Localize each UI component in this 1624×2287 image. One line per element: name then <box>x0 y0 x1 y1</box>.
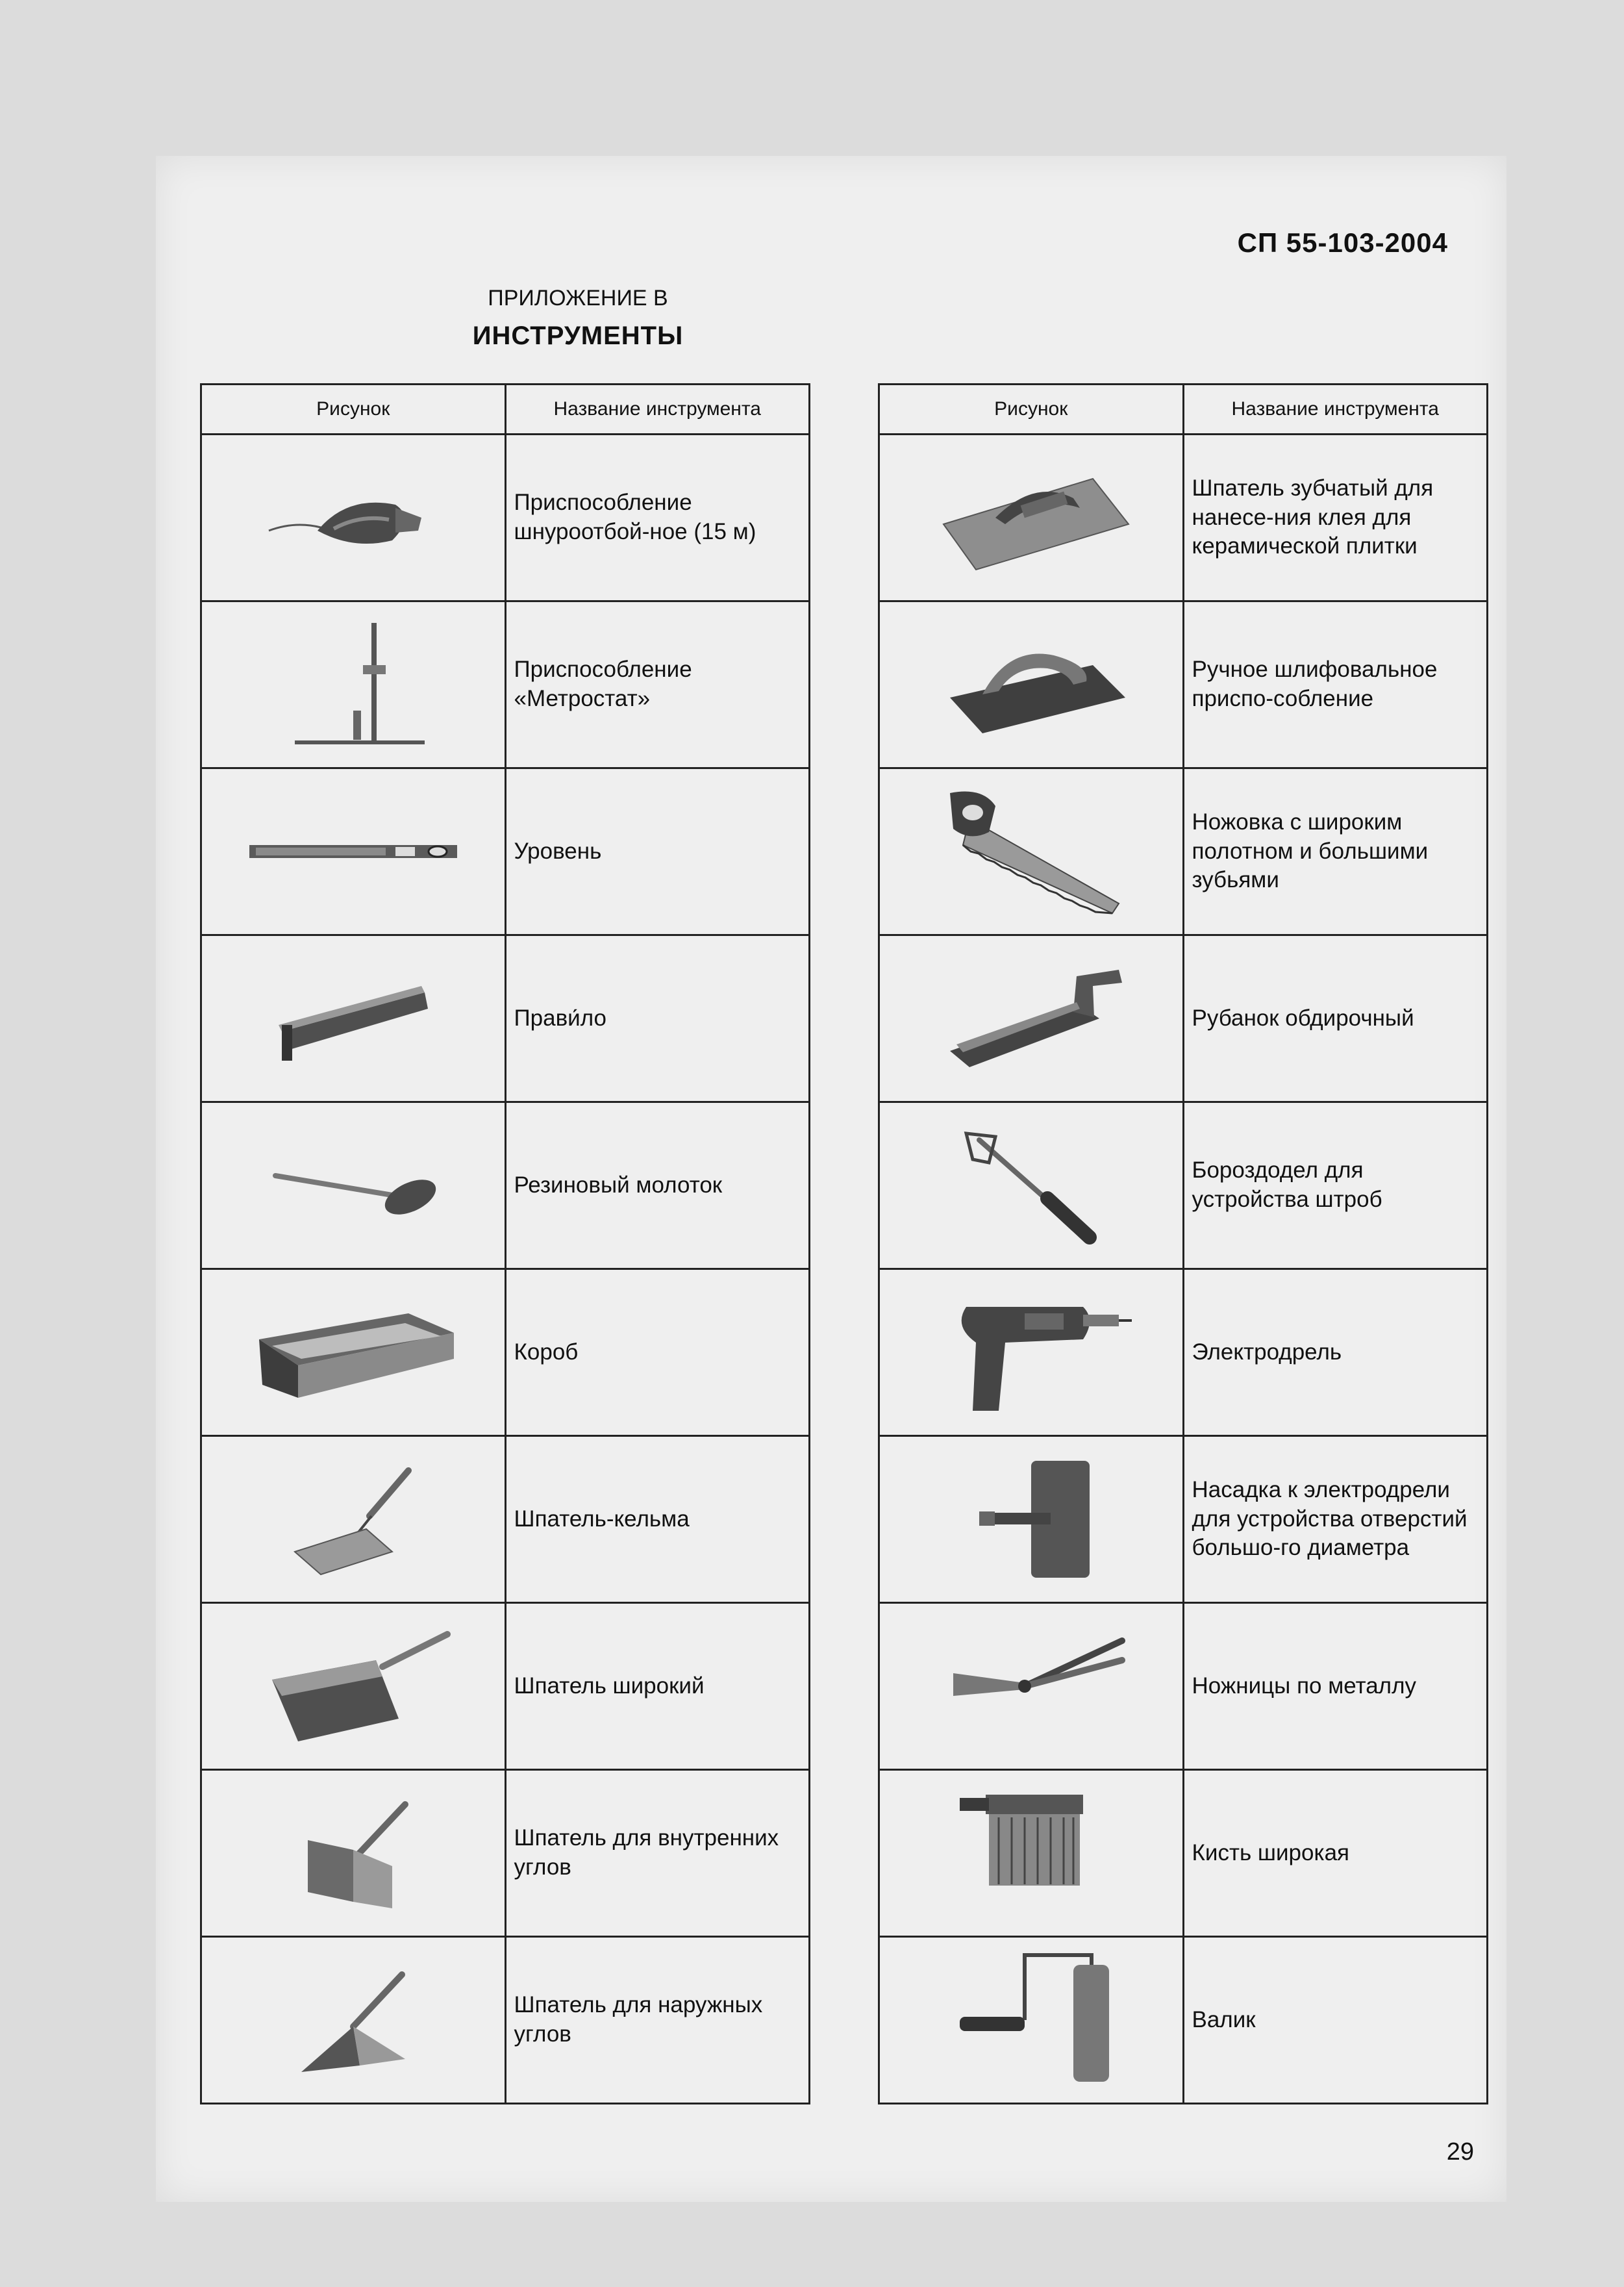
appendix-label: ПРИЛОЖЕНИЕ В <box>488 286 668 310</box>
table-row <box>201 1937 810 2104</box>
groove-cutter-icon <box>934 1114 1129 1257</box>
table-row <box>201 601 810 768</box>
table-row <box>201 1603 810 1770</box>
tool-name: Короб <box>505 1269 810 1436</box>
tools-table-left <box>200 383 810 2104</box>
handsaw-icon <box>924 780 1138 923</box>
chalk-line-icon <box>256 469 451 566</box>
rasp-plane-icon <box>924 954 1138 1083</box>
tool-name: Бороздодел для устройства штроб <box>1183 1102 1488 1269</box>
tool-name: Ножовка с широким полотном и большими зубьями <box>1183 768 1488 935</box>
table-header-row <box>879 385 1488 435</box>
rubber-mallet-icon <box>256 1146 451 1224</box>
metrostat-icon <box>256 613 451 756</box>
page-number: 29 <box>1446 2138 1474 2166</box>
tool-name: Прави́ло <box>505 935 810 1102</box>
table-row <box>201 435 810 601</box>
table-row <box>879 768 1488 935</box>
tool-name: Шпатель-кельма <box>505 1436 810 1603</box>
tool-name: Шпатель широкий <box>505 1603 810 1770</box>
table-row <box>879 1436 1488 1603</box>
tool-name: Ручное шлифовальное приспо-собление <box>1183 601 1488 768</box>
column-header-name: Название инструмента <box>505 385 810 435</box>
table-header-row <box>201 385 810 435</box>
metal-shears-icon <box>927 1621 1135 1751</box>
table-row <box>879 1603 1488 1770</box>
table-row <box>879 1269 1488 1436</box>
tool-name: Резиновый молоток <box>505 1102 810 1269</box>
tool-name: Шпатель зубчатый для нанесе-ния клея для керамической плитки <box>1183 435 1488 601</box>
table-row <box>201 1770 810 1937</box>
table-row <box>879 935 1488 1102</box>
tool-name: Ножницы по металлу <box>1183 1603 1488 1770</box>
column-header-name: Название инструмента <box>1183 385 1488 435</box>
tool-name: Приспособление шнуроотбой-ное (15 м) <box>505 435 810 601</box>
tool-name: Рубанок обдирочный <box>1183 935 1488 1102</box>
hand-sander-icon <box>924 626 1138 743</box>
document-page <box>156 156 1506 2202</box>
tools-table-right <box>878 383 1488 2104</box>
straightedge-icon <box>256 960 451 1077</box>
electric-drill-icon <box>927 1281 1135 1424</box>
table-row <box>201 1102 810 1269</box>
table-row <box>201 768 810 935</box>
trowel-icon <box>256 1454 451 1584</box>
tool-name: Шпатель для внутренних углов <box>505 1770 810 1937</box>
hole-cutter-icon <box>934 1448 1129 1591</box>
table-row <box>879 435 1488 601</box>
table-row <box>201 1269 810 1436</box>
tool-name: Валик <box>1183 1937 1488 2104</box>
table-row <box>201 1436 810 1603</box>
level-icon <box>243 826 464 878</box>
inside-corner-spatula-icon <box>256 1788 451 1918</box>
table-row <box>879 1937 1488 2104</box>
tool-name: Уровень <box>505 768 810 935</box>
outside-corner-spatula-icon <box>256 1955 451 2085</box>
paint-roller-icon <box>934 1949 1129 2091</box>
table-row <box>879 1102 1488 1269</box>
document-code: СП 55-103-2004 <box>1237 227 1448 258</box>
mixing-box-icon <box>246 1294 460 1411</box>
table-row <box>201 935 810 1102</box>
column-header-picture: Рисунок <box>201 385 506 435</box>
tool-name: Кисть широкая <box>1183 1770 1488 1937</box>
table-row <box>879 601 1488 768</box>
tool-name: Насадка к электродрели для устройства отверстий большо-го диаметра <box>1183 1436 1488 1603</box>
tool-name: Приспособление «Метростат» <box>505 601 810 768</box>
wide-spatula-icon <box>246 1621 460 1751</box>
page-title: ИНСТРУМЕНТЫ <box>472 322 684 350</box>
tool-name: Электродрель <box>1183 1269 1488 1436</box>
table-row <box>879 1770 1488 1937</box>
column-header-picture: Рисунок <box>879 385 1184 435</box>
notched-trowel-icon <box>924 453 1138 583</box>
wide-brush-icon <box>934 1782 1129 1925</box>
tool-name: Шпатель для наружных углов <box>505 1937 810 2104</box>
